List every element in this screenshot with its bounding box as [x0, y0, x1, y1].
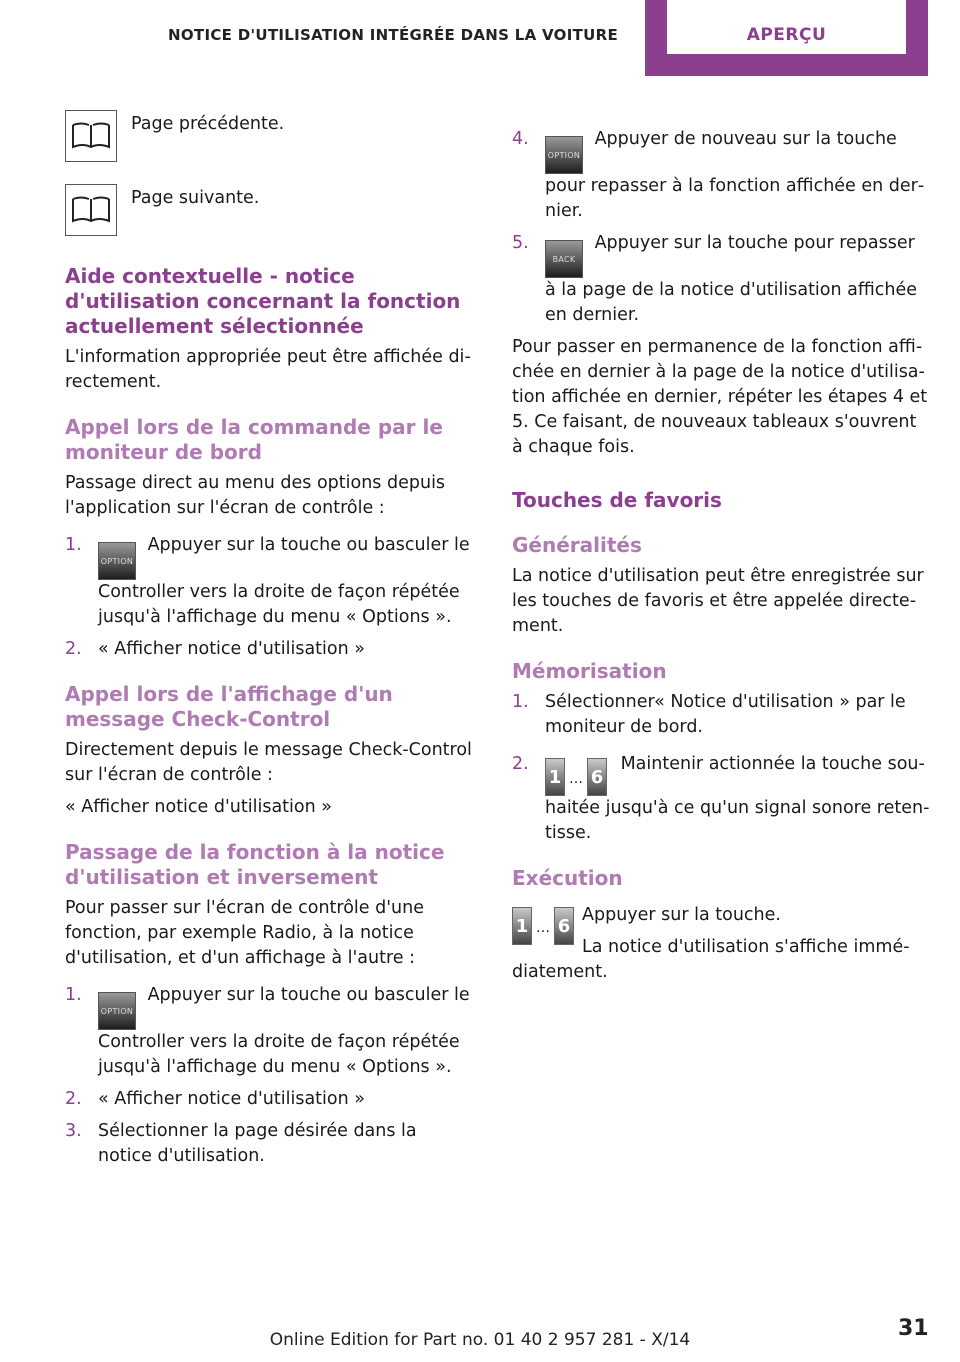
heading-check-control: Appel lors de l'affichage d'un message Check-Control: [65, 682, 393, 731]
list-item: [65, 1119, 473, 1169]
list-text: Appuyer sur la touche ou basculer le Controller vers la droite de façon répétée jusqu'à l'affichage du menu « Options ».: [98, 985, 470, 1077]
list-text: Sélectionner la page désirée dans la notice d'utilisation.: [98, 1121, 417, 1166]
favorite-buttons-icon: [512, 901, 574, 945]
paragraph-general: La notice d'utilisation peut être enregistrée sur les touches de favoris et être appelée directement.: [512, 566, 924, 636]
list-item: [65, 983, 473, 1080]
list-item: [65, 533, 473, 630]
paragraph-context-help: L'information appropriée peut être affichée directement.: [65, 347, 471, 392]
favorite-button-6-icon: 6: [587, 758, 607, 796]
chapter-tab-label: APERÇU: [667, 0, 906, 54]
list-item: [512, 231, 930, 328]
list-text: Maintenir actionnée la touche souhaitée jusqu'à ce qu'un signal sonore retentisse.: [545, 754, 930, 843]
heading-monitor: Appel lors de la commande par le moniteur de bord: [65, 415, 443, 464]
list-number: 3.: [65, 1121, 82, 1141]
favorite-buttons-icon: [545, 752, 607, 796]
book-forward-icon: [65, 184, 117, 236]
prev-page-row: [65, 110, 473, 162]
right-column: [512, 127, 930, 985]
paragraph-execution-2: La notice d'utilisation s'affiche immédiatement.: [512, 937, 910, 982]
chapter-tab: [645, 0, 928, 76]
favorite-button-1-icon: 1: [512, 907, 532, 945]
favorite-button-6-icon: 6: [554, 907, 574, 945]
list-number: 1.: [65, 985, 82, 1005]
left-column: [65, 110, 473, 1176]
heading-general: Généralités: [512, 533, 642, 557]
list-number: 2.: [512, 754, 529, 774]
next-page-text: Page suivante.: [131, 188, 260, 208]
list-number: 2.: [65, 639, 82, 659]
list-text: Appuyer de nouveau sur la touche pour repasser à la fonction affichée en dernier.: [545, 129, 925, 221]
option-button-icon: OPTION: [98, 992, 136, 1030]
paragraph-check-control: Directement depuis le message Check-Control sur l'écran de contrôle :: [65, 740, 472, 785]
list-text: « Afficher notice d'utilisation »: [98, 1089, 365, 1109]
heading-execution: Exécution: [512, 866, 623, 890]
list-text: Sélectionner« Notice d'utilisation » par le moniteur de bord.: [545, 692, 906, 737]
paragraph-permanent: Pour passer en permanence de la fonction affichée en dernier à la page de la notice d'utilisation affichée en dernier, répéter les étapes 4 et 5. Ce faisant, de nouveaux tableaux s'ouvrent à chaque fois.: [512, 337, 928, 457]
footer-edition: Online Edition for Part no. 01 40 2 957 281 - X/14: [269, 1330, 691, 1350]
paragraph-switch: Pour passer sur l'écran de contrôle d'une fonction, par exemple Radio, à la notice d'utilisation, et d'un affichage à l'autre :: [65, 898, 424, 968]
ellipsis: …: [536, 920, 550, 936]
list-item: [65, 1087, 473, 1112]
prev-page-text: Page précédente.: [131, 114, 285, 134]
list-item: [512, 127, 930, 224]
list-item: [65, 637, 473, 662]
list-number: 1.: [65, 535, 82, 555]
list-text: « Afficher notice d'utilisation »: [98, 639, 365, 659]
heading-switch: Passage de la fonction à la notice d'utilisation et inversement: [65, 840, 445, 889]
list-item: [512, 690, 930, 740]
heading-favorites: Touches de favoris: [512, 488, 722, 512]
list-number: 2.: [65, 1089, 82, 1109]
paragraph-execution-1: Appuyer sur la touche.: [582, 905, 781, 925]
heading-memorisation: Mémorisation: [512, 659, 667, 683]
list-number: 4.: [512, 129, 529, 149]
next-page-row: [65, 184, 473, 236]
list-item: [512, 752, 930, 846]
page-number: 31: [898, 1316, 929, 1341]
back-button-icon: BACK: [545, 240, 583, 278]
option-button-icon: OPTION: [545, 136, 583, 174]
book-back-icon: [65, 110, 117, 162]
heading-context-help: Aide contextuelle - notice d'utilisation concernant la fonction actuellement sélectionnée: [65, 264, 461, 338]
list-text: Appuyer sur la touche pour repasser à la page de la notice d'utilisation affichée en dernier.: [545, 233, 918, 325]
ellipsis: …: [569, 771, 583, 787]
execution-block: [512, 897, 930, 985]
paragraph-monitor: Passage direct au menu des options depuis l'application sur l'écran de contrôle :: [65, 473, 446, 518]
section-title: NOTICE D'UTILISATION INTÉGRÉE DANS LA VOITURE: [168, 26, 618, 44]
list-number: 5.: [512, 233, 529, 253]
favorite-button-1-icon: 1: [545, 758, 565, 796]
paragraph-check-control-menu: « Afficher notice d'utilisation »: [65, 797, 332, 817]
list-text: Appuyer sur la touche ou basculer le Controller vers la droite de façon répétée jusqu'à l'affichage du menu « Options ».: [98, 535, 470, 627]
list-number: 1.: [512, 692, 529, 712]
option-button-icon: OPTION: [98, 542, 136, 580]
